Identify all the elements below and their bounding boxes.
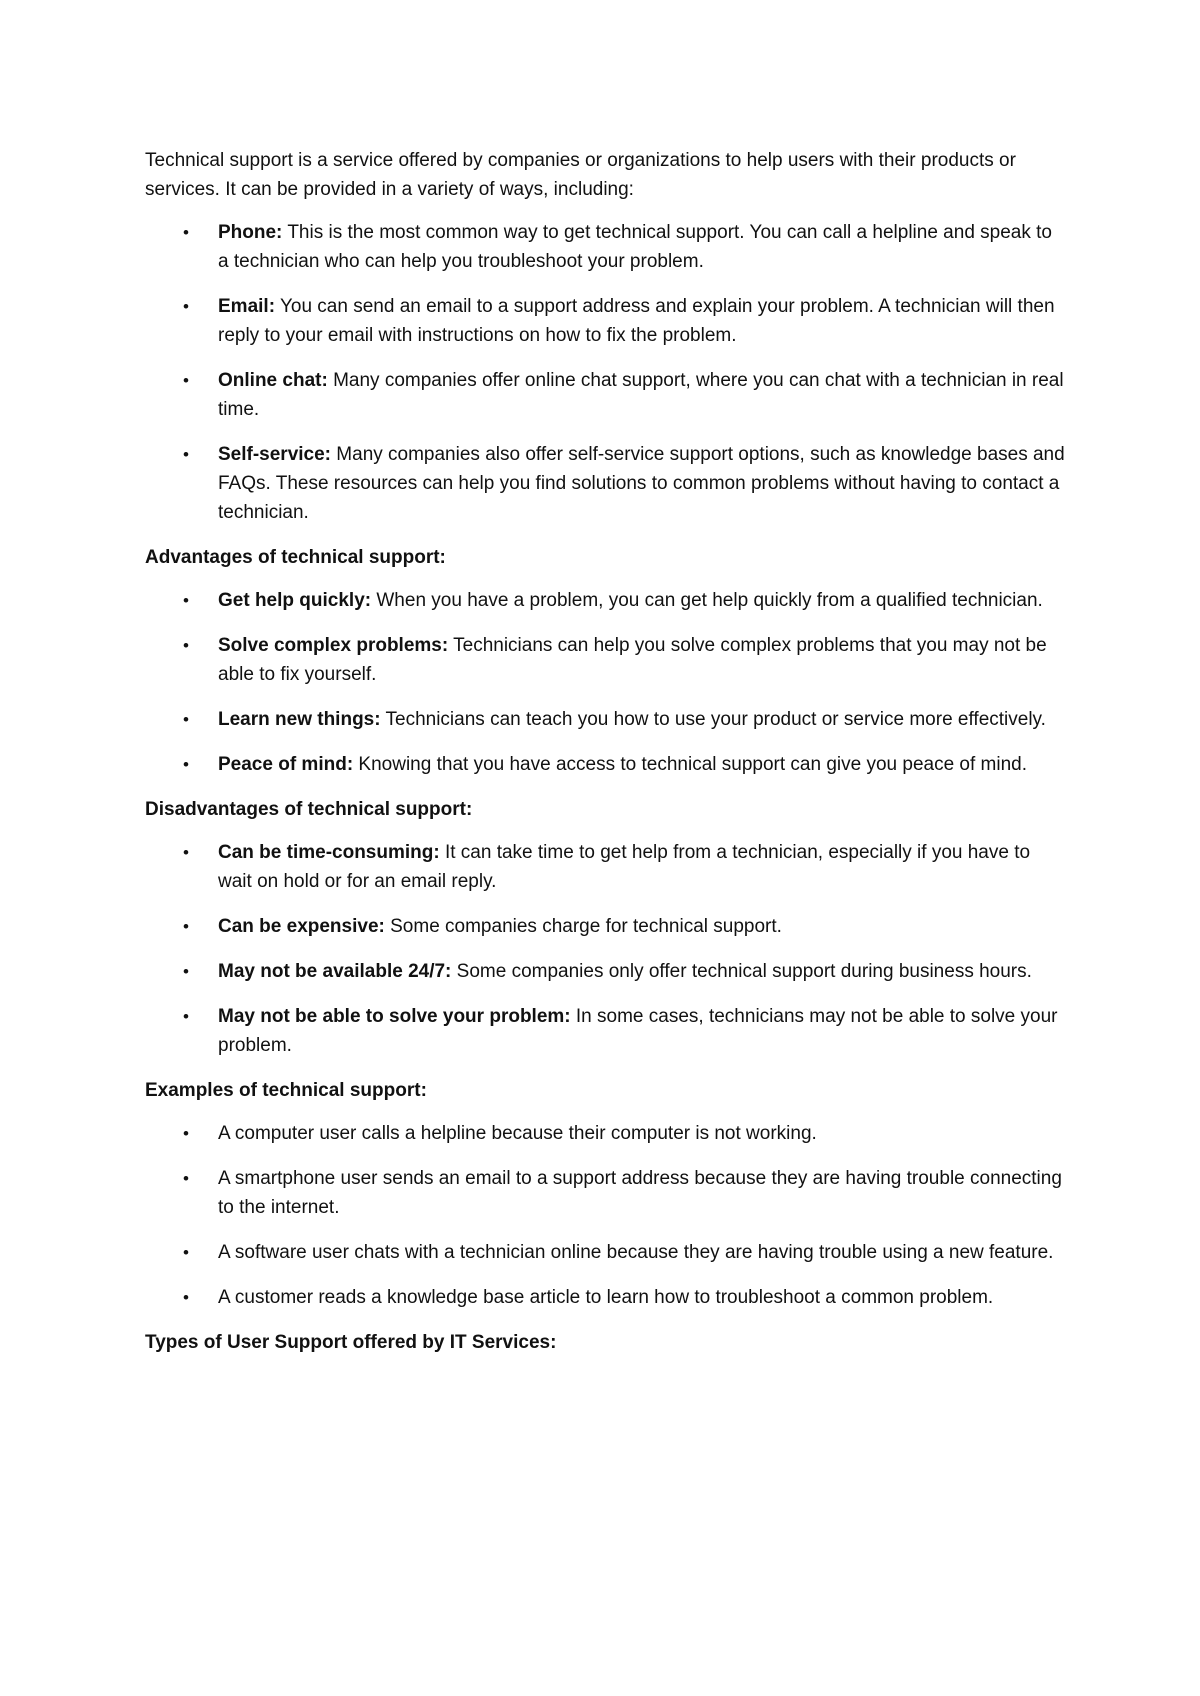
list-item: [145, 1119, 1065, 1148]
list-item: [145, 1164, 1065, 1222]
bullet-icon: •: [183, 1007, 189, 1026]
list-item-text: Technicians can help you solve complex problems that you may not be able to fix yourself.: [218, 635, 1047, 685]
list-item-term: Can be time-consuming:: [218, 842, 440, 863]
list-item: [145, 631, 1065, 689]
list-item-term: May not be able to solve your problem:: [218, 1006, 571, 1027]
list-item-term: Can be expensive:: [218, 916, 385, 937]
list-item-text: Knowing that you have access to technical support can give you peace of mind.: [353, 754, 1028, 775]
bullet-icon: •: [183, 962, 189, 981]
list-item: [145, 1238, 1065, 1267]
list-item: [145, 912, 1065, 941]
list-item-term: Online chat:: [218, 370, 328, 391]
disadvantages-list: [145, 838, 1065, 1060]
list-item-text: Technicians can teach you how to use your product or service more effectively.: [380, 709, 1046, 730]
document-page: [145, 146, 1065, 1371]
list-item-text: In some cases, technicians may not be able to solve your problem.: [218, 1006, 1058, 1056]
examples-heading: Examples of technical support:: [145, 1080, 427, 1101]
list-item-text: Many companies also offer self-service support options, such as knowledge bases and FAQs. These resources can help you find solutions to common problems without having to contact a technician.: [218, 444, 1065, 523]
list-item: [145, 218, 1065, 276]
list-item-term: Peace of mind:: [218, 754, 354, 775]
bullet-icon: •: [183, 1169, 189, 1188]
list-item: [145, 1283, 1065, 1312]
bullet-icon: •: [183, 223, 189, 242]
list-item-term: Self-service:: [218, 444, 332, 465]
advantages-list: [145, 586, 1065, 779]
list-item-term: Solve complex problems:: [218, 635, 449, 656]
examples-list: [145, 1119, 1065, 1312]
bullet-icon: •: [183, 1288, 189, 1307]
list-item: [145, 292, 1065, 350]
list-item: [145, 440, 1065, 527]
intro-paragraph: Technical support is a service offered by companies or organizations to help users with their products or services. It can be provided in a variety of ways, including:: [145, 150, 1016, 200]
list-item-text: Some companies only offer technical support during business hours.: [451, 961, 1032, 982]
list-item-text: A computer user calls a helpline because their computer is not working.: [218, 1123, 817, 1144]
list-item-text: A customer reads a knowledge base article to learn how to troubleshoot a common problem.: [218, 1287, 994, 1308]
list-item-text: You can send an email to a support address and explain your problem. A technician will then reply to your email with instructions on how to fix the problem.: [218, 296, 1055, 346]
list-item: [145, 366, 1065, 424]
list-item-text: It can take time to get help from a technician, especially if you have to wait on hold or for an email reply.: [218, 842, 1031, 892]
bullet-icon: •: [183, 636, 189, 655]
list-item: [145, 838, 1065, 896]
list-item-text: A smartphone user sends an email to a support address because they are having trouble connecting to the internet.: [218, 1168, 1062, 1218]
list-item: [145, 1002, 1065, 1060]
list-item-text: A software user chats with a technician online because they are having trouble using a new feature.: [218, 1242, 1054, 1263]
bullet-icon: •: [183, 445, 189, 464]
bullet-icon: •: [183, 1124, 189, 1143]
list-item-term: Get help quickly:: [218, 590, 372, 611]
list-item-text: Some companies charge for technical support.: [384, 916, 782, 937]
list-item: [145, 957, 1065, 986]
bullet-icon: •: [183, 917, 189, 936]
list-item-term: Learn new things:: [218, 709, 381, 730]
bullet-icon: •: [183, 710, 189, 729]
user-support-types-heading: Types of User Support offered by IT Services:: [145, 1332, 557, 1353]
bullet-icon: •: [183, 371, 189, 390]
list-item-term: Email:: [218, 296, 276, 317]
list-item-text: Many companies offer online chat support, where you can chat with a technician in real time.: [218, 370, 1064, 420]
list-item-term: May not be available 24/7:: [218, 961, 452, 982]
list-item-term: Phone:: [218, 222, 283, 243]
bullet-icon: •: [183, 755, 189, 774]
list-item-text: This is the most common way to get technical support. You can call a helpline and speak to a technician who can help you troubleshoot your problem.: [218, 222, 1052, 272]
bullet-icon: •: [183, 1243, 189, 1262]
list-item: [145, 586, 1065, 615]
support-ways-list: [145, 218, 1065, 527]
disadvantages-heading: Disadvantages of technical support:: [145, 799, 473, 820]
bullet-icon: •: [183, 297, 189, 316]
list-item: [145, 750, 1065, 779]
bullet-icon: •: [183, 843, 189, 862]
bullet-icon: •: [183, 591, 189, 610]
list-item: [145, 705, 1065, 734]
list-item-text: When you have a problem, you can get help quickly from a qualified technician.: [371, 590, 1043, 611]
advantages-heading: Advantages of technical support:: [145, 547, 446, 568]
